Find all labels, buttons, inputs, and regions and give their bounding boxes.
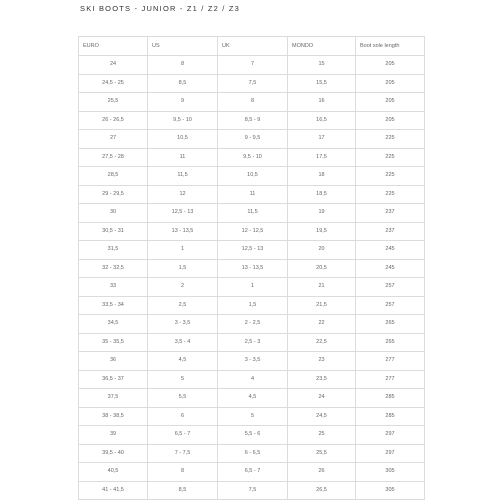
euro-cell: 24,5 - 25 (79, 74, 148, 93)
table-row (79, 93, 425, 112)
us-cell: 3 - 3,5 (148, 315, 218, 334)
us-cell: 8,5 (148, 74, 218, 93)
uk-cell: 7 (218, 56, 288, 75)
boot-sole-length-cell: 257 (356, 296, 425, 315)
uk-cell: 8,5 - 9 (218, 111, 288, 130)
boot-sole-length-cell: 265 (356, 333, 425, 352)
table-row (79, 407, 425, 426)
us-cell: 8 (148, 56, 218, 75)
boot-sole-length-cell: 297 (356, 444, 425, 463)
euro-cell: 35 - 35,5 (79, 333, 148, 352)
table-row (79, 111, 425, 130)
uk-cell: 2,5 - 3 (218, 333, 288, 352)
boot-sole-length-cell: 205 (356, 111, 425, 130)
us-cell: 12,5 - 13 (148, 204, 218, 223)
us-cell: 8,5 (148, 481, 218, 500)
euro-cell: 26 - 26,5 (79, 111, 148, 130)
us-cell: 5,5 (148, 389, 218, 408)
header-euro: EURO (79, 37, 148, 56)
us-cell: 9 (148, 93, 218, 112)
table-row (79, 167, 425, 186)
mondo-cell: 23,5 (288, 370, 356, 389)
us-cell: 2,5 (148, 296, 218, 315)
uk-cell: 6 - 6,5 (218, 444, 288, 463)
table-row (79, 204, 425, 223)
uk-cell: 6,5 - 7 (218, 463, 288, 482)
mondo-cell: 16 (288, 93, 356, 112)
mondo-cell: 18 (288, 167, 356, 186)
table-row (79, 185, 425, 204)
us-cell: 6 (148, 407, 218, 426)
uk-cell: 5 (218, 407, 288, 426)
mondo-cell: 16,5 (288, 111, 356, 130)
table-row (79, 241, 425, 260)
boot-sole-length-cell: 245 (356, 259, 425, 278)
boot-sole-length-cell: 285 (356, 407, 425, 426)
euro-cell: 34,5 (79, 315, 148, 334)
table-row (79, 481, 425, 500)
table-row (79, 56, 425, 75)
euro-cell: 39 (79, 426, 148, 445)
mondo-cell: 20,5 (288, 259, 356, 278)
us-cell: 4,5 (148, 352, 218, 371)
boot-sole-length-cell: 285 (356, 389, 425, 408)
uk-cell: 13 - 13,5 (218, 259, 288, 278)
mondo-cell: 23 (288, 352, 356, 371)
euro-cell: 36 (79, 352, 148, 371)
us-cell: 10,5 (148, 130, 218, 149)
mondo-cell: 21,5 (288, 296, 356, 315)
mondo-cell: 26,5 (288, 481, 356, 500)
uk-cell: 4,5 (218, 389, 288, 408)
euro-cell: 33 (79, 278, 148, 297)
size-chart-table (78, 36, 425, 500)
boot-sole-length-cell: 205 (356, 93, 425, 112)
euro-cell: 28,5 (79, 167, 148, 186)
mondo-cell: 25 (288, 426, 356, 445)
mondo-cell: 25,5 (288, 444, 356, 463)
boot-sole-length-cell: 245 (356, 241, 425, 260)
table-row (79, 370, 425, 389)
boot-sole-length-cell: 237 (356, 204, 425, 223)
mondo-cell: 15 (288, 56, 356, 75)
mondo-cell: 17,5 (288, 148, 356, 167)
boot-sole-length-cell: 205 (356, 56, 425, 75)
euro-cell: 27 (79, 130, 148, 149)
boot-sole-length-cell: 225 (356, 167, 425, 186)
mondo-cell: 24 (288, 389, 356, 408)
mondo-cell: 19 (288, 204, 356, 223)
header-mondo: MONDO (288, 37, 356, 56)
euro-cell: 41 - 41,5 (79, 481, 148, 500)
header-us: US (148, 37, 218, 56)
boot-sole-length-cell: 257 (356, 278, 425, 297)
euro-cell: 31,5 (79, 241, 148, 260)
uk-cell: 7,5 (218, 74, 288, 93)
uk-cell: 9 - 9,5 (218, 130, 288, 149)
us-cell: 1 (148, 241, 218, 260)
us-cell: 11 (148, 148, 218, 167)
us-cell: 9,5 - 10 (148, 111, 218, 130)
us-cell: 5 (148, 370, 218, 389)
mondo-cell: 17 (288, 130, 356, 149)
uk-cell: 2 - 2,5 (218, 315, 288, 334)
table-row (79, 315, 425, 334)
boot-sole-length-cell: 265 (356, 315, 425, 334)
euro-cell: 32 - 32,5 (79, 259, 148, 278)
table-row (79, 426, 425, 445)
header-boot-sole-length: Boot sole length (356, 37, 425, 56)
mondo-cell: 15,5 (288, 74, 356, 93)
us-cell: 3,5 - 4 (148, 333, 218, 352)
euro-cell: 30,5 - 31 (79, 222, 148, 241)
table-row (79, 352, 425, 371)
euro-cell: 37,5 (79, 389, 148, 408)
uk-cell: 7,5 (218, 481, 288, 500)
table-row (79, 296, 425, 315)
boot-sole-length-cell: 277 (356, 370, 425, 389)
mondo-cell: 18,5 (288, 185, 356, 204)
table-body (79, 56, 425, 500)
us-cell: 7 - 7,5 (148, 444, 218, 463)
boot-sole-length-cell: 237 (356, 222, 425, 241)
boot-sole-length-cell: 205 (356, 74, 425, 93)
uk-cell: 1,5 (218, 296, 288, 315)
boot-sole-length-cell: 305 (356, 481, 425, 500)
us-cell: 13 - 13,5 (148, 222, 218, 241)
mondo-cell: 26 (288, 463, 356, 482)
us-cell: 2 (148, 278, 218, 297)
mondo-cell: 21 (288, 278, 356, 297)
euro-cell: 33,5 - 34 (79, 296, 148, 315)
uk-cell: 12 - 12,5 (218, 222, 288, 241)
uk-cell: 12,5 - 13 (218, 241, 288, 260)
euro-cell: 27,5 - 28 (79, 148, 148, 167)
table-row (79, 389, 425, 408)
mondo-cell: 22 (288, 315, 356, 334)
table-header-row (79, 37, 425, 56)
euro-cell: 36,5 - 37 (79, 370, 148, 389)
table-row (79, 222, 425, 241)
boot-sole-length-cell: 277 (356, 352, 425, 371)
boot-sole-length-cell: 225 (356, 130, 425, 149)
euro-cell: 40,5 (79, 463, 148, 482)
table-row (79, 444, 425, 463)
boot-sole-length-cell: 297 (356, 426, 425, 445)
uk-cell: 8 (218, 93, 288, 112)
uk-cell: 3 - 3,5 (218, 352, 288, 371)
uk-cell: 11 (218, 185, 288, 204)
uk-cell: 5,5 - 6 (218, 426, 288, 445)
mondo-cell: 20 (288, 241, 356, 260)
us-cell: 8 (148, 463, 218, 482)
uk-cell: 1 (218, 278, 288, 297)
uk-cell: 4 (218, 370, 288, 389)
euro-cell: 24 (79, 56, 148, 75)
uk-cell: 11,5 (218, 204, 288, 223)
table-row (79, 130, 425, 149)
table-row (79, 333, 425, 352)
uk-cell: 10,5 (218, 167, 288, 186)
us-cell: 12 (148, 185, 218, 204)
us-cell: 1,5 (148, 259, 218, 278)
table-row (79, 148, 425, 167)
us-cell: 11,5 (148, 167, 218, 186)
mondo-cell: 24,5 (288, 407, 356, 426)
euro-cell: 38 - 38,5 (79, 407, 148, 426)
euro-cell: 25,5 (79, 93, 148, 112)
mondo-cell: 19,5 (288, 222, 356, 241)
boot-sole-length-cell: 305 (356, 463, 425, 482)
table-row (79, 278, 425, 297)
us-cell: 6,5 - 7 (148, 426, 218, 445)
boot-sole-length-cell: 225 (356, 148, 425, 167)
table-row (79, 463, 425, 482)
euro-cell: 29 - 29,5 (79, 185, 148, 204)
table-row (79, 74, 425, 93)
header-uk: UK (218, 37, 288, 56)
mondo-cell: 22,5 (288, 333, 356, 352)
uk-cell: 9,5 - 10 (218, 148, 288, 167)
euro-cell: 30 (79, 204, 148, 223)
page-title: SKI BOOTS - JUNIOR - Z1 / Z2 / Z3 (80, 4, 241, 13)
euro-cell: 39,5 - 40 (79, 444, 148, 463)
boot-sole-length-cell: 225 (356, 185, 425, 204)
table-row (79, 259, 425, 278)
